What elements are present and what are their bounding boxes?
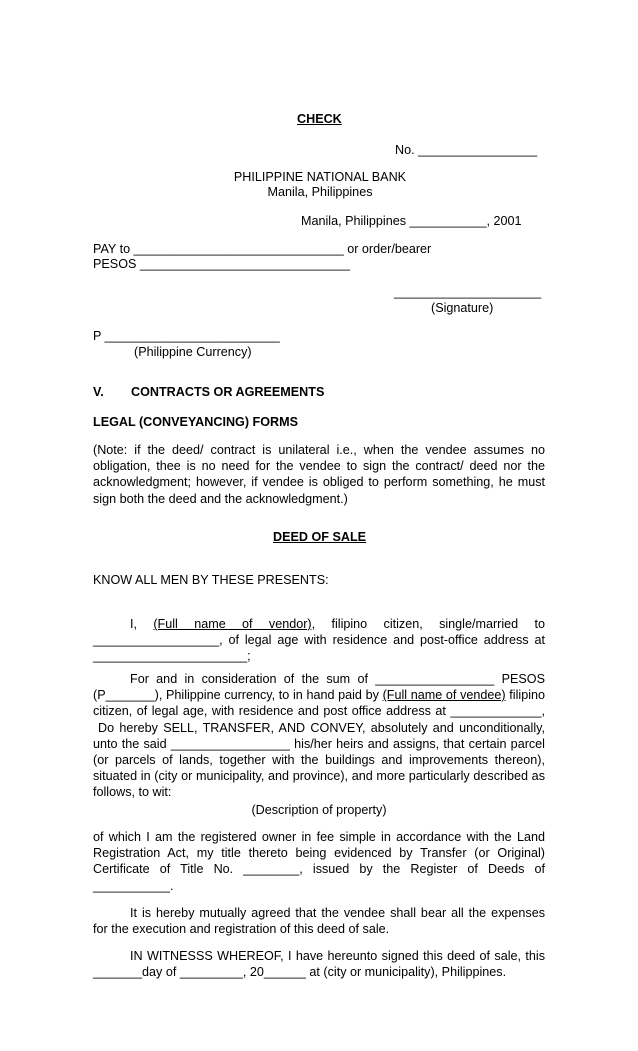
note-paragraph: [93, 442, 545, 507]
deed-paragraph-5: [93, 948, 545, 980]
paragraph-line: citizen, of legal age, with residence and post office address at _____________,: [93, 704, 545, 719]
paragraph-line: _______day of _________, 20______ at (city or municipality), Philippines.: [93, 965, 507, 980]
bank-name: PHILIPPINE NATIONAL BANK: [233, 170, 407, 184]
paragraph-line: Do hereby SELL, TRANSFER, AND CONVEY, absolutely and unconditionally,: [98, 720, 545, 735]
paragraph-line: of which I am the registered owner in fee simple in accordance with the Land: [93, 830, 545, 844]
paragraph-line: Certificate of Title No. ________, issued by the Register of Deeds of: [93, 862, 545, 877]
paragraph-line: follows, to wit:: [93, 785, 172, 800]
amount-line: P _________________________: [93, 329, 280, 343]
check-number: No. _________________: [395, 143, 538, 157]
note-line: acknowledgment; however, if vendee is obliged to perform something, he must: [93, 475, 545, 490]
paragraph-line: [93, 616, 545, 632]
check-title: CHECK: [297, 112, 342, 126]
deed-paragraph-2: [93, 671, 545, 801]
paragraph-line: [93, 687, 545, 703]
note-line: obligation, thee is no need for the vendee to sign the contract/ deed nor the: [93, 459, 545, 474]
paragraph-line: It is hereby mutually agreed that the vendee shall bear all the expenses: [130, 906, 545, 920]
text-fragment: (P_______), Philippine currency, to in hand paid by: [93, 688, 379, 703]
pay-to-line: PAY to ______________________________ or order/bearer: [93, 242, 432, 256]
note-line: sign both the deed and the acknowledgment.): [93, 491, 348, 506]
currency-label: (Philippine Currency): [134, 345, 252, 359]
paragraph-line: unto the said _________________ his/her heirs and assigns, that certain parcel: [93, 736, 545, 751]
pesos-line: PESOS ______________________________: [93, 257, 351, 271]
section-subtitle: LEGAL (CONVEYANCING) FORMS: [93, 415, 299, 429]
text-fragment: I,: [130, 617, 137, 631]
vendee-name-placeholder: (Full name of vendee): [382, 688, 506, 703]
vendor-name-placeholder: (Full name of vendor),: [153, 617, 316, 631]
signature-line: _____________________: [394, 285, 542, 299]
paragraph-line: situated in (city or municipality, and province), and more particularly described as: [93, 769, 545, 784]
paragraph-line: ___________.: [93, 878, 174, 893]
signature-label: (Signature): [431, 301, 494, 315]
note-line: (Note: if the deed/ contract is unilateral i.e., when the vendee assumes no: [93, 443, 545, 457]
property-description: (Description of property): [251, 803, 387, 817]
paragraph-line: IN WITNESSS WHEREOF, I have hereunto signed this deed of sale, this: [130, 949, 545, 963]
paragraph-line: __________________, of legal age with residence and post-office address at: [93, 633, 545, 648]
deed-paragraph-4: [93, 905, 545, 937]
paragraph-line: (or parcels of lands, together with the buildings and improvements thereon),: [93, 753, 545, 768]
text-fragment: filipino citizen, single/married to: [331, 617, 546, 631]
paragraph-line: For and in consideration of the sum of _________________ PESOS: [130, 672, 545, 686]
paragraph-line: Registration Act, my title thereto being evidenced by Transfer (or Original): [93, 846, 545, 861]
section-title: CONTRACTS OR AGREEMENTS: [131, 385, 325, 399]
deed-paragraph-3: [93, 829, 545, 894]
section-number: V.: [93, 385, 104, 399]
paragraph-line: ______________________;: [93, 649, 251, 664]
paragraph-line: for the execution and registration of this deed of sale.: [93, 922, 390, 937]
bank-city: Manila, Philippines: [267, 185, 373, 199]
deed-title: DEED OF SALE: [273, 530, 367, 544]
deed-paragraph-1: [93, 616, 545, 665]
text-fragment: filipino: [509, 688, 545, 703]
deed-opening: KNOW ALL MEN BY THESE PRESENTS:: [93, 573, 329, 587]
check-date-line: Manila, Philippines ___________, 2001: [301, 214, 522, 228]
